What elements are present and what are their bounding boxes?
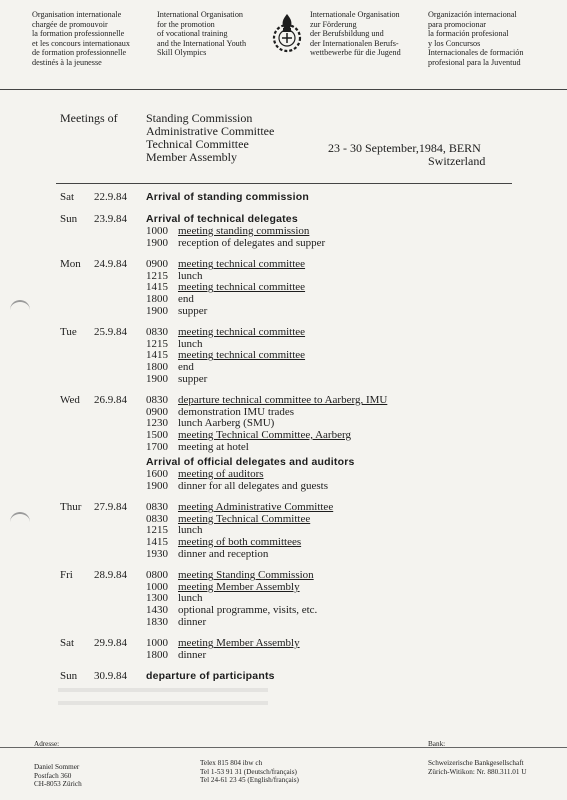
event-time: 1215 bbox=[146, 269, 168, 282]
event-description: lunch Aarberg (SMU) bbox=[178, 417, 275, 430]
schedule-event bbox=[146, 481, 567, 493]
event-time: 1215 bbox=[146, 337, 168, 350]
event-time: 1215 bbox=[146, 524, 168, 537]
schedule-event bbox=[146, 306, 567, 318]
day-events bbox=[146, 501, 567, 560]
schedule-day bbox=[0, 394, 567, 492]
event-time: 0830 bbox=[146, 394, 168, 407]
day-name: Tue bbox=[60, 326, 77, 339]
schedule-event bbox=[146, 374, 567, 386]
meeting-body: Standing Commission bbox=[146, 111, 253, 125]
event-description: supper bbox=[178, 372, 208, 385]
schedule-day bbox=[0, 670, 567, 683]
day-events bbox=[146, 394, 567, 492]
schedule-event bbox=[146, 362, 567, 374]
event-description: meeting Standing Commission bbox=[178, 569, 314, 582]
day-events bbox=[146, 569, 567, 628]
schedule-event bbox=[146, 282, 567, 294]
show-through-marks bbox=[58, 688, 268, 712]
event-description: lunch bbox=[178, 524, 203, 537]
event-time: 1800 bbox=[146, 292, 168, 305]
event-time: 1900 bbox=[146, 236, 168, 249]
day-name: Sat bbox=[60, 637, 75, 650]
event-description: meeting technical committee bbox=[178, 281, 306, 294]
event-time: 1930 bbox=[146, 547, 168, 560]
letterhead-german: Internationale Organisation zur Förderung der Berufsbildung und der Internationalen Berufs- wettbewerbe für die Jugend bbox=[310, 10, 401, 58]
day-name: Fri bbox=[60, 569, 73, 582]
day-date: 26.9.84 bbox=[94, 394, 127, 407]
event-description: meeting Member Assembly bbox=[178, 580, 300, 593]
day-name: Sat bbox=[60, 191, 75, 203]
event-time: 0800 bbox=[146, 569, 168, 582]
event-description: dinner bbox=[178, 615, 207, 628]
punch-hole bbox=[10, 300, 30, 314]
event-description: meeting at hotel bbox=[178, 440, 249, 453]
postal-address: Daniel Sommer Postfach 360 CH-8053 Zürich bbox=[34, 763, 82, 789]
schedule-event bbox=[146, 350, 567, 362]
event-time: 0830 bbox=[146, 512, 168, 525]
day-events bbox=[146, 326, 567, 385]
event-time: 1430 bbox=[146, 604, 168, 617]
day-events bbox=[146, 258, 567, 317]
event-time: 1800 bbox=[146, 360, 168, 373]
schedule-day bbox=[0, 191, 567, 204]
schedule-event bbox=[146, 650, 567, 662]
schedule-event bbox=[146, 442, 567, 454]
meetings-label: Meetings of bbox=[60, 111, 118, 125]
letterhead-french: Organisation internationale chargée de promouvoir la formation professionnelle et les concours internationaux de formation professionnelle destinés à la jeunesse bbox=[32, 10, 130, 67]
event-time: 1900 bbox=[146, 372, 168, 385]
meetings-header bbox=[0, 112, 567, 182]
event-description: lunch bbox=[178, 269, 203, 282]
event-description: meeting Member Assembly bbox=[178, 637, 300, 650]
schedule-event bbox=[146, 582, 567, 594]
event-time: 0830 bbox=[146, 501, 168, 514]
day-name: Mon bbox=[60, 258, 81, 271]
meeting-body: Member Assembly bbox=[146, 150, 237, 164]
schedule-event bbox=[146, 638, 567, 650]
letterhead bbox=[0, 10, 567, 78]
event-description: demonstration IMU trades bbox=[178, 405, 295, 418]
day-subheading: Arrival of official delegates and auditors bbox=[146, 456, 355, 469]
event-time: 1230 bbox=[146, 417, 168, 430]
footer-divider bbox=[0, 747, 567, 748]
day-events bbox=[146, 213, 567, 249]
schedule-event bbox=[146, 259, 567, 271]
event-description: meeting of both committees bbox=[178, 536, 302, 549]
day-name: Wed bbox=[60, 394, 80, 407]
event-time: 0900 bbox=[146, 258, 168, 271]
event-time: 0900 bbox=[146, 405, 168, 418]
address-label: Adresse: bbox=[34, 740, 60, 748]
schedule bbox=[0, 191, 567, 692]
schedule-day bbox=[0, 569, 567, 628]
event-description: meeting Administrative Committee bbox=[178, 501, 334, 514]
event-time: 1800 bbox=[146, 648, 168, 661]
event-description: dinner and reception bbox=[178, 547, 269, 560]
event-time: 1600 bbox=[146, 468, 168, 481]
day-heading: departure of participants bbox=[146, 670, 275, 683]
schedule-day bbox=[0, 213, 567, 249]
event-description: meeting technical committee bbox=[178, 349, 306, 362]
telex-telephone: Telex 815 804 ibw ch Tel 1-53 91 31 (Deutsch/français) Tel 24-61 23 45 (English/français) bbox=[200, 759, 299, 785]
day-heading: Arrival of technical delegates bbox=[146, 213, 298, 225]
event-description: meeting Technical Committee, Aarberg bbox=[178, 428, 351, 441]
schedule-day bbox=[0, 326, 567, 385]
meeting-body: Technical Committee bbox=[146, 137, 249, 151]
bank-details: Schweizerische Bankgesellschaft Zürich-Witikon: Nr. 880.311.01 U bbox=[428, 759, 527, 776]
event-description: meeting of auditors bbox=[178, 468, 264, 481]
event-description: meeting technical committee bbox=[178, 326, 306, 339]
schedule-event bbox=[146, 238, 567, 250]
event-time: 1900 bbox=[146, 479, 168, 492]
event-description: meeting Technical Committee bbox=[178, 512, 311, 525]
letterhead-english: International Organisation for the promotion of vocational training and the International Youth Skill Olympics bbox=[157, 10, 247, 58]
section-divider bbox=[56, 183, 512, 184]
day-name: Sun bbox=[60, 670, 78, 683]
event-time: 1830 bbox=[146, 615, 168, 628]
event-time: 1300 bbox=[146, 592, 168, 605]
day-date: 22.9.84 bbox=[94, 191, 127, 203]
day-heading: Arrival of standing commission bbox=[146, 191, 309, 203]
event-description: supper bbox=[178, 304, 208, 317]
event-time: 1500 bbox=[146, 428, 168, 441]
event-description: meeting standing commission bbox=[178, 225, 310, 237]
event-time: 1000 bbox=[146, 225, 168, 237]
schedule-day bbox=[0, 637, 567, 661]
event-time: 1900 bbox=[146, 304, 168, 317]
letterhead-divider bbox=[0, 89, 567, 90]
meeting-bodies bbox=[146, 112, 274, 164]
day-date: 29.9.84 bbox=[94, 637, 127, 650]
event-description: reception of delegates and supper bbox=[178, 236, 326, 249]
event-description: departure technical committee to Aarberg, IMU bbox=[178, 394, 388, 407]
event-description: meeting technical committee bbox=[178, 258, 306, 271]
day-events bbox=[146, 191, 567, 204]
event-time: 1415 bbox=[146, 281, 168, 294]
schedule-event bbox=[146, 294, 567, 306]
event-description: dinner bbox=[178, 648, 207, 661]
event-time: 1415 bbox=[146, 536, 168, 549]
schedule-event bbox=[146, 605, 567, 617]
day-date: 23.9.84 bbox=[94, 213, 127, 225]
day-date: 24.9.84 bbox=[94, 258, 127, 271]
day-date: 30.9.84 bbox=[94, 670, 127, 683]
day-name: Sun bbox=[60, 213, 78, 225]
meeting-place: Switzerland bbox=[428, 154, 486, 168]
letterhead-spanish: Organización internacional para promocionar la formación profesional y los Concursos Internacionales de formación profesional para la Juventud bbox=[428, 10, 524, 67]
punch-hole bbox=[10, 512, 30, 526]
schedule-event bbox=[146, 327, 567, 339]
event-description: lunch bbox=[178, 337, 203, 350]
event-description: end bbox=[178, 292, 194, 305]
schedule-event bbox=[146, 617, 567, 629]
event-time: 1415 bbox=[146, 349, 168, 362]
event-time: 1700 bbox=[146, 440, 168, 453]
event-time: 1000 bbox=[146, 580, 168, 593]
day-events bbox=[146, 670, 567, 683]
day-events bbox=[146, 637, 567, 661]
day-name: Thur bbox=[60, 501, 82, 514]
schedule-day bbox=[0, 258, 567, 317]
event-description: end bbox=[178, 360, 194, 373]
event-description: optional programme, visits, etc. bbox=[178, 604, 318, 617]
event-description: dinner for all delegates and guests bbox=[178, 479, 328, 492]
event-time: 0830 bbox=[146, 326, 168, 339]
day-date: 27.9.84 bbox=[94, 501, 127, 514]
schedule-day bbox=[0, 501, 567, 560]
meeting-body: Administrative Committee bbox=[146, 124, 275, 138]
event-time: 1000 bbox=[146, 637, 168, 650]
day-date: 25.9.84 bbox=[94, 326, 127, 339]
day-date: 28.9.84 bbox=[94, 569, 127, 582]
meeting-date: 23 - 30 September,1984, BERN bbox=[328, 141, 481, 155]
schedule-event bbox=[146, 549, 567, 561]
organisation-logo-icon bbox=[270, 12, 304, 56]
bank-label: Bank: bbox=[428, 740, 446, 748]
schedule-event bbox=[146, 514, 567, 526]
event-description: lunch bbox=[178, 592, 203, 605]
